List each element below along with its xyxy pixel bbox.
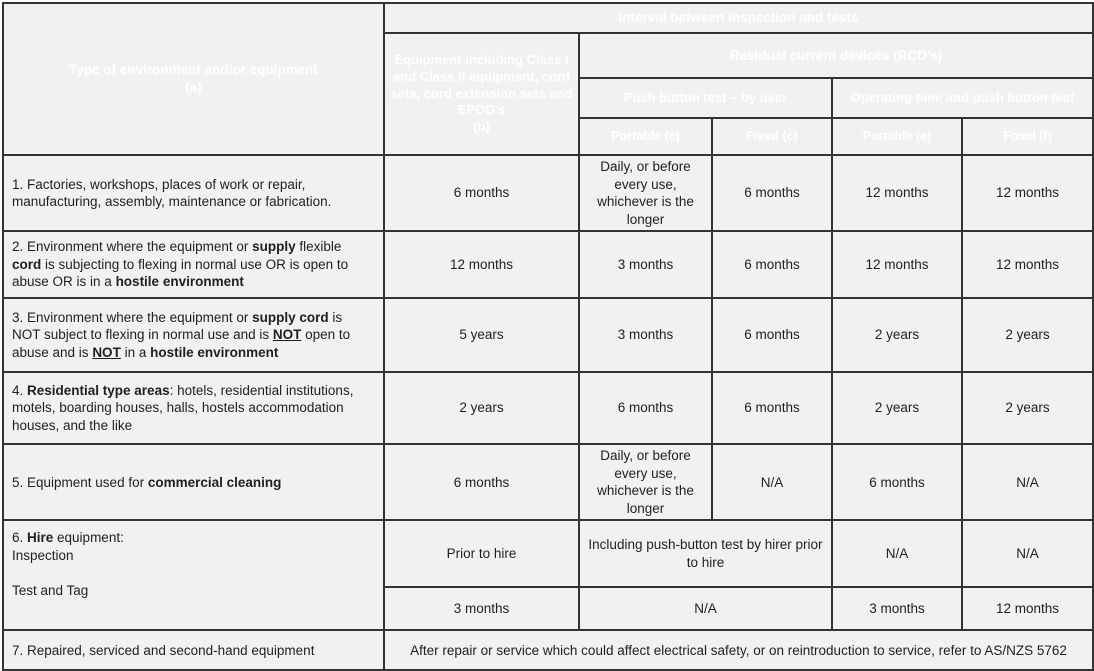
header-environment-cell	[3, 3, 384, 155]
row1-portable-e: 12 months	[832, 155, 962, 231]
row5-description: 5. Equipment used for commercial cleaning	[3, 444, 384, 520]
row5-portable-c: Daily, or before every use, whichever is the longer	[579, 444, 712, 520]
row4-fixed-c: 6 months	[712, 372, 832, 444]
row5-fixed-c: N/A	[712, 444, 832, 520]
row6-inspection-fixed-f: N/A	[962, 520, 1093, 587]
row1-fixed-f: 12 months	[962, 155, 1093, 231]
row1-fixed-c: 6 months	[712, 155, 832, 231]
header-equipment-class-sub: (b)	[473, 119, 490, 135]
row5-fixed-f: N/A	[962, 444, 1093, 520]
row2-fixed-c: 6 months	[712, 231, 832, 298]
row2-description: 2. Environment where the equipment or supply flexible cord is subjecting to flexing in normal use OR is open to abuse OR is in a hostile environment	[3, 231, 384, 298]
row4-description: 4. Residential type areas: hotels, residential institutions, motels, boarding houses, halls, hostels accommodation houses, and the like	[3, 372, 384, 444]
row6-testtag-push-button: N/A	[579, 587, 832, 630]
header-equipment-class-title: Equipment including Class I and Class II equipment, cord sets, cord extension sets and EPOD’s	[390, 51, 573, 118]
row7-note: After repair or service which could affect electrical safety, or on reintroduction to service, refer to AS/NZS 5762	[384, 630, 1093, 670]
table-row	[3, 520, 1093, 587]
row6-testtag-equipment-interval: 3 months	[384, 587, 579, 630]
row7-description: 7. Repaired, serviced and second-hand equipment	[3, 630, 384, 670]
row6-inspection-push-button: Including push-button test by hirer prior to hire	[579, 520, 832, 587]
header-fixed-c-cell: Fixed (c)	[712, 118, 832, 155]
row6-testtag-portable-e: 3 months	[832, 587, 962, 630]
table-row	[3, 231, 1093, 298]
row2-portable-e: 12 months	[832, 231, 962, 298]
header-rcd-cell: Residual current devices (RCD’s)	[579, 33, 1093, 78]
row3-portable-e: 2 years	[832, 298, 962, 372]
table-row	[3, 155, 1093, 231]
row4-equipment-interval: 2 years	[384, 372, 579, 444]
row3-portable-c: 3 months	[579, 298, 712, 372]
row6-testtag-fixed-f: 12 months	[962, 587, 1093, 630]
row6-inspection-portable-e: N/A	[832, 520, 962, 587]
row3-fixed-c: 6 months	[712, 298, 832, 372]
row6-description: 6. Hire equipment: Inspection Test and Tag	[3, 520, 384, 630]
header-operating-time-cell: Operating time and push button test	[832, 78, 1093, 118]
row1-equipment-interval: 6 months	[384, 155, 579, 231]
header-interval-cell: Interval between inspection and tests	[384, 3, 1093, 33]
header-portable-c-cell: Portable (c)	[579, 118, 712, 155]
table-row	[3, 444, 1093, 520]
row5-portable-e: 6 months	[832, 444, 962, 520]
row4-portable-e: 2 years	[832, 372, 962, 444]
inspection-interval-table	[2, 2, 1094, 671]
row2-portable-c: 3 months	[579, 231, 712, 298]
header-fixed-f-cell: Fixed (f)	[962, 118, 1093, 155]
row5-equipment-interval: 6 months	[384, 444, 579, 520]
table-row	[3, 372, 1093, 444]
header-portable-e-cell: Portable (e)	[832, 118, 962, 155]
table-row	[3, 630, 1093, 670]
row3-description: 3. Environment where the equipment or supply cord is NOT subject to flexing in normal use and is NOT open to abuse and is NOT in a hostile environment	[3, 298, 384, 372]
row2-fixed-f: 12 months	[962, 231, 1093, 298]
row2-equipment-interval: 12 months	[384, 231, 579, 298]
row1-description: 1. Factories, workshops, places of work or repair, manufacturing, assembly, maintenance or fabrication.	[3, 155, 384, 231]
header-equipment-class-cell	[384, 33, 579, 155]
row3-fixed-f: 2 years	[962, 298, 1093, 372]
row3-equipment-interval: 5 years	[384, 298, 579, 372]
table-row	[3, 298, 1093, 372]
row1-portable-c: Daily, or before every use, whichever is the longer	[579, 155, 712, 231]
header-push-button-cell: Push button test – by user	[579, 78, 832, 118]
row4-fixed-f: 2 years	[962, 372, 1093, 444]
row4-portable-c: 6 months	[579, 372, 712, 444]
header-environment-title: Type of environment and/or equipment	[69, 62, 318, 78]
header-environment-sub: (a)	[185, 80, 202, 95]
row6-inspection-equipment-interval: Prior to hire	[384, 520, 579, 587]
